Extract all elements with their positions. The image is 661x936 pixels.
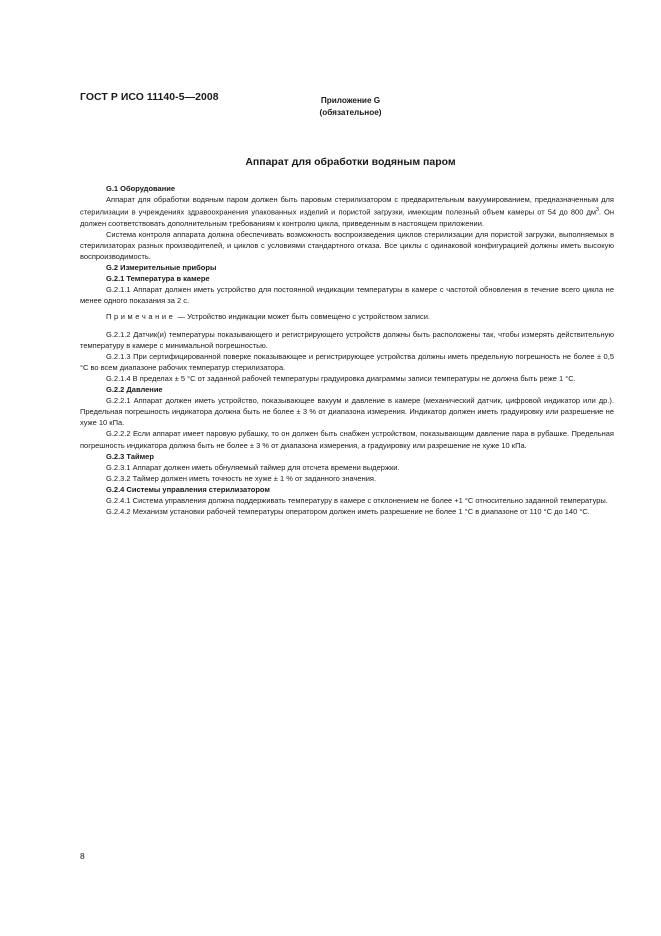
annex-title: Приложение G (320, 96, 381, 105)
clause: G.2.3.2 Таймер должен иметь точность не хуже ± 1 % от заданного значения. (106, 473, 377, 483)
page-number: 8 (80, 851, 85, 861)
paragraph: Система контроля аппарата должна обеспечивать возможность воспроизведения циклов стерилизации для пористой загрузки, выполняемых в стерилизаторах разных производителей, и циклов с условиями стандартного отказа. Все циклы с одинаковой конфигурацией должны иметь высокую воспроизводимость. (80, 229, 614, 262)
subsection-heading: G.2.1 Температура в камере (106, 274, 210, 284)
clause: G.2.1.2 Датчик(и) температуры показывающего и регистрирующего устройств должны быть расположены так, чтобы измерять действительную температуру в камере с минимальной погрешностью. (80, 329, 614, 350)
paragraph-text: . Он должен соответствовать дополнительным требованиям к контролю цикла, приведенным в настоящем приложении. (80, 207, 614, 228)
clause: G.2.1.3 При сертифицированной поверке показывающее и регистрирующее устройства должны иметь предельную погрешность не более ± 0,5 °С во всем диапазоне рабочих температур стерилизатора. (80, 351, 614, 372)
clause: G.2.4.2 Механизм установки рабочей температуры оператором должен иметь разрешение не более 1 °С в диапазоне от 110 °С до 140 °С. (106, 507, 590, 517)
annex-block (0, 95, 661, 119)
standard-header: ГОСТ Р ИСО 11140-5—2008 (80, 92, 219, 103)
clause: G.2.3.1 Аппарат должен иметь обнуляемый таймер для отсчета времени выдержки. (106, 462, 400, 472)
note (80, 311, 614, 322)
clause: G.2.2.1 Аппарат должен иметь устройство, показывающее вакуум и давление в камере (механический датчик, цифровой индикатор или др.). Предельная погрешность индикатора должна быть не более ± 3 % от диапазона измерения. Индикатор должен иметь градуировку или разрешение не хуже 10 кПа. (80, 396, 614, 428)
paragraph (80, 194, 614, 229)
superscript: 3 (596, 207, 599, 214)
clause: G.2.1.1 Аппарат должен иметь устройство для постоянной индикации температуры в камере с частотой обновления в течение всего цикла не менее одного показания за 2 с. (80, 285, 614, 306)
clause: G.2.4.1 Система управления должна поддерживать температуру в камере с отклонением не более +1 °С относительно заданной температуры. (106, 496, 608, 506)
subsection-heading: G.2.2 Давление (106, 385, 163, 395)
annex-status: (обязательное) (319, 108, 382, 117)
document-body (80, 183, 614, 517)
section-heading: G.2 Измерительные приборы (106, 263, 217, 273)
note-label: Примечание (106, 311, 176, 321)
clause: G.2.1.4 В пределах ± 5 °С от заданной рабочей температуры градуировка диаграммы записи температуры не должна быть реже 1 °С. (106, 374, 576, 383)
section-heading: G.1 Оборудование (106, 184, 176, 193)
paragraph-text: Аппарат для обработки водяным паром должен быть паровым стерилизатором с предварительным вакуумированием, предназначенным для стерилизации в учреждениях здравоохранения упакованных изделий и пористой загрузки, имеющим полезный объем камеры от 54 до 800 дм (80, 195, 614, 217)
subsection-heading: G.2.4 Системы управления стерилизатором (106, 484, 270, 494)
clause: G.2.2.2 Если аппарат имеет паровую рубашку, то он должен быть снабжен устройством, показывающим давление пара в рубашке. Предельная погрешность индикатора должна быть не более ± 3 % от диапазона измерения, а градуировку или разрешение не хуже 10 кПа. (80, 429, 614, 450)
annex-heading: Аппарат для обработки водяным паром (245, 156, 456, 168)
note-text: — Устройство индикации может быть совмещено с устройством записи. (175, 311, 430, 321)
subsection-heading: G.2.3 Таймер (106, 451, 154, 461)
